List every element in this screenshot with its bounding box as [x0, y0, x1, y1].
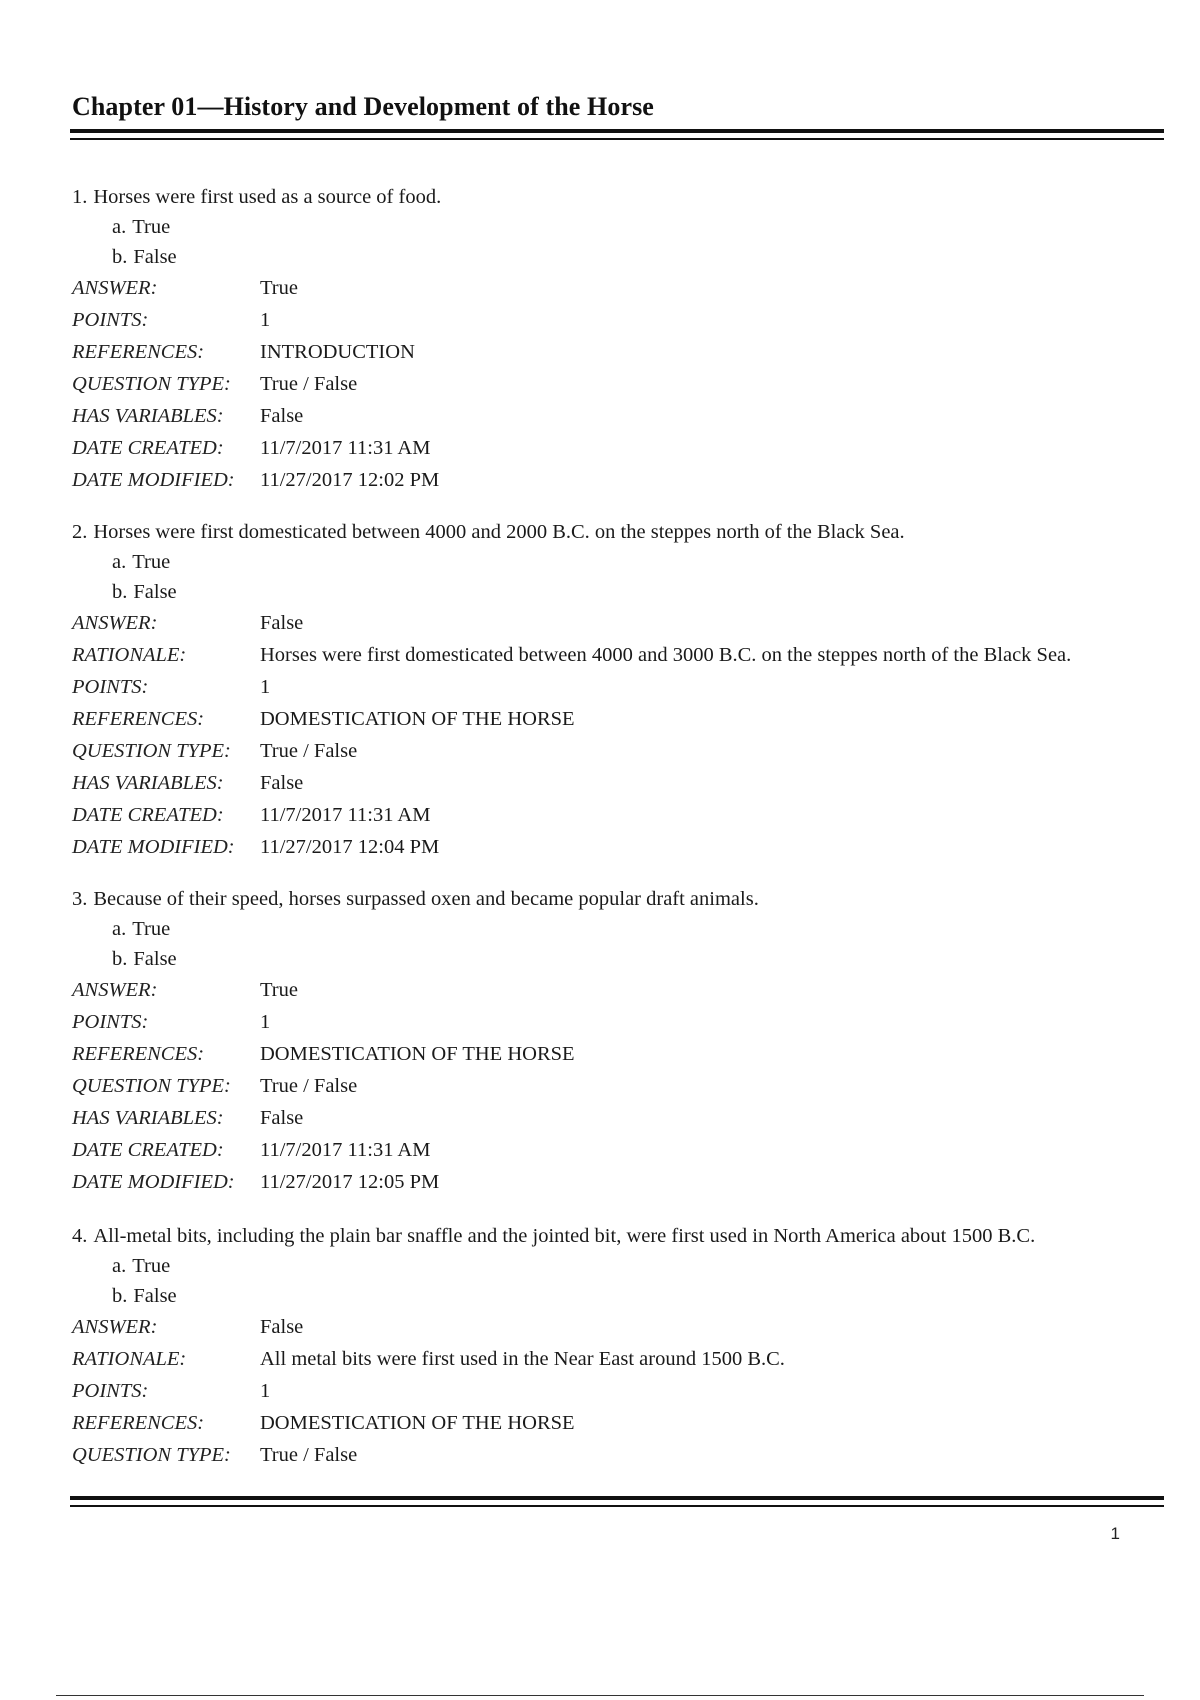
question-number: 3. [72, 888, 88, 910]
answer-value: False [260, 612, 304, 634]
option-text: True [132, 551, 171, 573]
rationale-value: Horses were first domesticated between 4000 and 3000 B.C. on the steppes north of the Black Sea. [260, 644, 1072, 666]
option-b [72, 1281, 1172, 1311]
option-text: False [133, 1285, 177, 1307]
question-text: All-metal bits, including the plain bar snaffle and the jointed bit, were first used in North America about 1500 B.C. [93, 1225, 1036, 1247]
option-b [72, 577, 1172, 607]
points-value: 1 [260, 1380, 271, 1402]
answer-label: ANSWER: [72, 1316, 158, 1338]
has-variables-label: HAS VARIABLES: [72, 1107, 224, 1129]
references-row [72, 1038, 1172, 1070]
question-type-value: True / False [260, 740, 358, 762]
date-modified-value: 11/27/2017 12:02 PM [260, 469, 440, 491]
has-variables-label: HAS VARIABLES: [72, 405, 224, 427]
question-type-label: QUESTION TYPE: [72, 740, 231, 762]
option-letter: b. [112, 1285, 128, 1307]
answer-value: True [260, 277, 298, 299]
rationale-row [72, 1343, 1172, 1375]
question-type-row [72, 368, 1172, 400]
question-type-value: True / False [260, 1444, 358, 1466]
references-value: INTRODUCTION [260, 341, 415, 363]
question-type-label: QUESTION TYPE: [72, 1444, 231, 1466]
question-3 [72, 885, 1172, 1198]
rationale-value: All metal bits were first used in the Near East around 1500 B.C. [260, 1348, 785, 1370]
answer-value: False [260, 1316, 304, 1338]
references-value: DOMESTICATION OF THE HORSE [260, 1412, 575, 1434]
date-created-label: DATE CREATED: [72, 804, 224, 826]
option-text: False [133, 581, 177, 603]
option-text: True [132, 216, 171, 238]
option-letter: b. [112, 948, 128, 970]
question-stem [72, 885, 1172, 914]
references-row [72, 703, 1172, 735]
references-value: DOMESTICATION OF THE HORSE [260, 708, 575, 730]
date-modified-label: DATE MODIFIED: [72, 1171, 235, 1193]
question-type-row [72, 735, 1172, 767]
date-created-row [72, 432, 1172, 464]
has-variables-label: HAS VARIABLES: [72, 772, 224, 794]
date-created-row [72, 799, 1172, 831]
points-row [72, 1375, 1172, 1407]
points-value: 1 [260, 1011, 271, 1033]
option-text: True [132, 918, 171, 940]
points-row [72, 1006, 1172, 1038]
question-stem [72, 518, 1172, 547]
points-label: POINTS: [72, 676, 149, 698]
date-modified-value: 11/27/2017 12:04 PM [260, 836, 440, 858]
date-created-value: 11/7/2017 11:31 AM [260, 437, 431, 459]
points-label: POINTS: [72, 309, 149, 331]
question-type-label: QUESTION TYPE: [72, 373, 231, 395]
question-number: 1. [72, 186, 88, 208]
question-text: Because of their speed, horses surpassed oxen and became popular draft animals. [93, 888, 759, 910]
has-variables-row [72, 1102, 1172, 1134]
rationale-label: RATIONALE: [72, 1348, 187, 1370]
question-stem [72, 183, 1172, 212]
question-number: 2. [72, 521, 88, 543]
answer-row [72, 272, 1172, 304]
option-letter: a. [112, 918, 127, 940]
date-modified-label: DATE MODIFIED: [72, 469, 235, 491]
option-a [72, 547, 1172, 577]
points-row [72, 304, 1172, 336]
question-4 [72, 1222, 1172, 1471]
date-modified-row [72, 831, 1172, 863]
page-number: 1 [1110, 1524, 1120, 1543]
question-type-value: True / False [260, 1075, 358, 1097]
question-type-label: QUESTION TYPE: [72, 1075, 231, 1097]
date-created-value: 11/7/2017 11:31 AM [260, 804, 431, 826]
has-variables-value: False [260, 772, 304, 794]
references-row [72, 336, 1172, 368]
page-bottom-line [56, 1695, 1144, 1696]
references-label: REFERENCES: [72, 708, 205, 730]
points-label: POINTS: [72, 1380, 149, 1402]
option-b [72, 242, 1172, 272]
has-variables-row [72, 767, 1172, 799]
title-double-rule [70, 129, 1164, 140]
answer-row [72, 1311, 1172, 1343]
has-variables-value: False [260, 405, 304, 427]
question-1 [72, 183, 1172, 496]
answer-row [72, 974, 1172, 1006]
answer-label: ANSWER: [72, 979, 158, 1001]
points-label: POINTS: [72, 1011, 149, 1033]
question-2 [72, 518, 1172, 863]
points-row [72, 671, 1172, 703]
date-modified-row [72, 1166, 1172, 1198]
option-a [72, 212, 1172, 242]
answer-label: ANSWER: [72, 277, 158, 299]
question-text: Horses were first domesticated between 4000 and 2000 B.C. on the steppes north of the Black Sea. [93, 521, 905, 543]
date-modified-label: DATE MODIFIED: [72, 836, 235, 858]
option-letter: a. [112, 1255, 127, 1277]
option-b [72, 944, 1172, 974]
rationale-label: RATIONALE: [72, 644, 187, 666]
page-title: Chapter 01—History and Development of the Horse [72, 92, 654, 121]
answer-row [72, 607, 1172, 639]
question-type-row [72, 1070, 1172, 1102]
date-created-value: 11/7/2017 11:31 AM [260, 1139, 431, 1161]
date-created-label: DATE CREATED: [72, 437, 224, 459]
date-created-label: DATE CREATED: [72, 1139, 224, 1161]
footer-double-rule [70, 1496, 1164, 1507]
option-text: False [133, 246, 177, 268]
option-text: True [132, 1255, 171, 1277]
question-type-value: True / False [260, 373, 358, 395]
references-label: REFERENCES: [72, 341, 205, 363]
has-variables-value: False [260, 1107, 304, 1129]
date-created-row [72, 1134, 1172, 1166]
references-value: DOMESTICATION OF THE HORSE [260, 1043, 575, 1065]
option-letter: b. [112, 246, 128, 268]
has-variables-row [72, 400, 1172, 432]
points-value: 1 [260, 676, 271, 698]
question-type-row [72, 1439, 1172, 1471]
references-label: REFERENCES: [72, 1412, 205, 1434]
question-text: Horses were first used as a source of food. [93, 186, 442, 208]
option-letter: a. [112, 551, 127, 573]
option-a [72, 914, 1172, 944]
answer-label: ANSWER: [72, 612, 158, 634]
option-letter: b. [112, 581, 128, 603]
option-text: False [133, 948, 177, 970]
date-modified-row [72, 464, 1172, 496]
option-a [72, 1251, 1172, 1281]
answer-value: True [260, 979, 298, 1001]
question-number: 4. [72, 1225, 88, 1247]
date-modified-value: 11/27/2017 12:05 PM [260, 1171, 440, 1193]
references-label: REFERENCES: [72, 1043, 205, 1065]
question-stem [72, 1222, 1172, 1251]
references-row [72, 1407, 1172, 1439]
option-letter: a. [112, 216, 127, 238]
points-value: 1 [260, 309, 271, 331]
rationale-row [72, 639, 1172, 671]
